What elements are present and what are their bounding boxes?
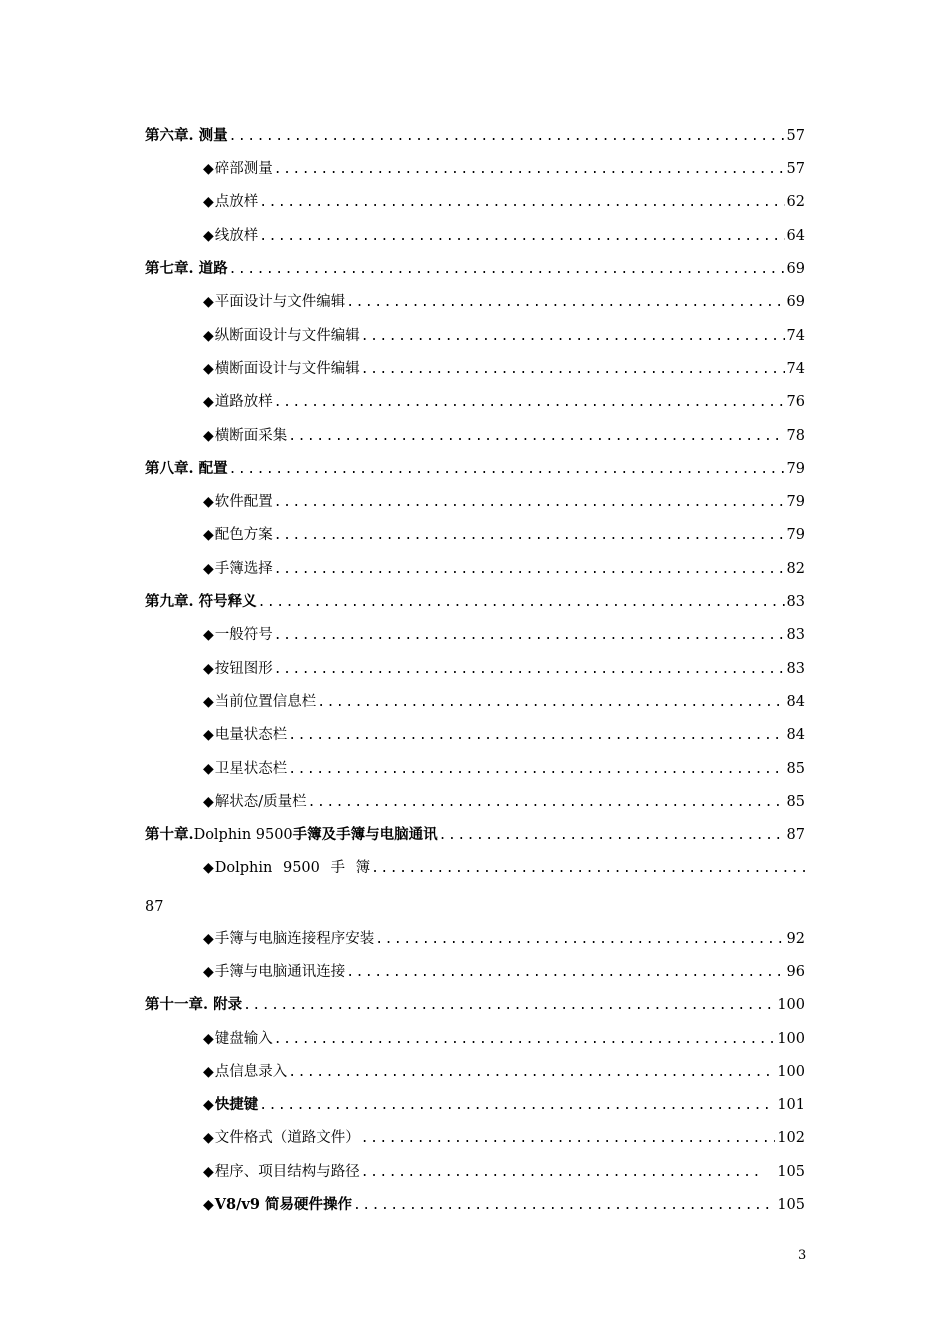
toc-page: 57 bbox=[786, 128, 805, 144]
dot-leader bbox=[361, 326, 785, 348]
dot-leader bbox=[274, 659, 785, 681]
toc-section[interactable] bbox=[203, 961, 805, 983]
toc-section[interactable] bbox=[203, 358, 805, 380]
toc-label: 第十一章. 附录 bbox=[145, 996, 243, 1013]
diamond-bullet-icon: ◆ bbox=[203, 328, 214, 344]
toc-section[interactable] bbox=[203, 1061, 805, 1083]
diamond-bullet-icon: ◆ bbox=[203, 627, 214, 643]
toc-section[interactable] bbox=[203, 1094, 805, 1116]
diamond-bullet-icon: ◆ bbox=[203, 494, 214, 510]
toc-section[interactable] bbox=[203, 291, 805, 313]
toc-label: 手簿选择 bbox=[214, 561, 273, 577]
diamond-bullet-icon: ◆ bbox=[203, 1164, 214, 1180]
dot-leader bbox=[274, 625, 785, 647]
page-number: 3 bbox=[798, 1248, 807, 1263]
dot-leader bbox=[274, 392, 785, 414]
diamond-bullet-icon: ◆ bbox=[203, 361, 214, 377]
toc-label: 按钮图形 bbox=[214, 661, 273, 677]
toc-page: 84 bbox=[786, 727, 805, 743]
toc-label: 点信息录入 bbox=[214, 1064, 288, 1080]
toc-label-title: 手簿及手簿与电脑通讯 bbox=[292, 826, 438, 843]
diamond-bullet-icon: ◆ bbox=[203, 1097, 214, 1113]
toc-label: 程序、项目结构与路径 bbox=[214, 1164, 360, 1180]
diamond-bullet-icon: ◆ bbox=[203, 931, 214, 947]
toc-page: 101 bbox=[777, 1097, 805, 1113]
toc-page: 105 bbox=[777, 1197, 805, 1213]
toc-chapter-6[interactable] bbox=[145, 125, 805, 147]
diamond-bullet-icon: ◆ bbox=[203, 860, 214, 876]
diamond-bullet-icon: ◆ bbox=[203, 794, 214, 810]
dot-leader bbox=[346, 962, 784, 984]
dot-leader bbox=[274, 492, 785, 514]
dot-leader bbox=[259, 1095, 775, 1117]
toc-page: 79 bbox=[786, 494, 805, 510]
toc-page: 69 bbox=[786, 294, 805, 310]
toc-section[interactable] bbox=[203, 191, 805, 213]
diamond-bullet-icon: ◆ bbox=[203, 394, 214, 410]
diamond-bullet-icon: ◆ bbox=[203, 294, 214, 310]
toc-page: 105 bbox=[777, 1164, 805, 1180]
dot-leader bbox=[229, 259, 785, 281]
toc-page: 62 bbox=[786, 194, 805, 210]
toc-label: 平面设计与文件编辑 bbox=[214, 294, 346, 310]
toc-page: 87 bbox=[786, 827, 805, 843]
toc-page: 82 bbox=[786, 561, 805, 577]
toc-label: 软件配置 bbox=[214, 494, 273, 510]
diamond-bullet-icon: ◆ bbox=[203, 527, 214, 543]
toc-chapter-10[interactable] bbox=[145, 824, 805, 846]
toc-page: 69 bbox=[786, 261, 805, 277]
toc-page: 64 bbox=[786, 228, 805, 244]
dot-leader bbox=[258, 592, 785, 614]
toc-page-wrapped: 87 bbox=[145, 899, 164, 915]
toc-section[interactable] bbox=[203, 791, 805, 813]
diamond-bullet-icon: ◆ bbox=[203, 1130, 214, 1146]
diamond-bullet-icon: ◆ bbox=[203, 1064, 214, 1080]
toc-page: 79 bbox=[786, 527, 805, 543]
dot-leader bbox=[361, 1162, 760, 1184]
toc-section[interactable] bbox=[203, 1161, 805, 1183]
dot-leader bbox=[375, 929, 784, 951]
toc-label: 线放样 bbox=[214, 228, 259, 244]
toc-section-wrapped[interactable] bbox=[203, 857, 813, 879]
dot-leader bbox=[288, 725, 784, 747]
diamond-bullet-icon: ◆ bbox=[203, 727, 214, 743]
toc-chapter-11[interactable] bbox=[145, 994, 805, 1016]
toc-section[interactable] bbox=[203, 658, 805, 680]
toc-section[interactable] bbox=[203, 624, 805, 646]
diamond-bullet-icon: ◆ bbox=[203, 228, 214, 244]
diamond-bullet-icon: ◆ bbox=[203, 561, 214, 577]
dot-leader bbox=[274, 525, 785, 547]
toc-label: Dolphin 9500 手 簿 bbox=[214, 860, 371, 876]
toc-label: V8/v9 简易硬件操作 bbox=[214, 1196, 352, 1213]
toc-section[interactable] bbox=[203, 491, 805, 513]
toc-label: 手簿与电脑通讯连接 bbox=[214, 964, 346, 980]
toc-label: 碎部测量 bbox=[214, 161, 273, 177]
toc-label: 一般符号 bbox=[214, 627, 273, 643]
dot-leader bbox=[288, 426, 784, 448]
toc-page: 83 bbox=[786, 661, 805, 677]
toc-section[interactable] bbox=[203, 928, 805, 950]
toc-label: 解状态/质量栏 bbox=[214, 794, 307, 810]
dot-leader bbox=[361, 1128, 776, 1150]
diamond-bullet-icon: ◆ bbox=[203, 1031, 214, 1047]
toc-section[interactable] bbox=[203, 1028, 805, 1050]
dot-leader bbox=[288, 759, 784, 781]
toc-chapter-7[interactable] bbox=[145, 258, 805, 280]
toc-section[interactable] bbox=[203, 425, 805, 447]
toc-page: 100 bbox=[777, 1064, 805, 1080]
toc-label: 键盘输入 bbox=[214, 1031, 273, 1047]
toc-page: 85 bbox=[786, 761, 805, 777]
toc-label: 点放样 bbox=[214, 194, 259, 210]
toc-page: 76 bbox=[786, 394, 805, 410]
toc-section[interactable] bbox=[203, 724, 805, 746]
diamond-bullet-icon: ◆ bbox=[203, 694, 214, 710]
toc-label: 横断面采集 bbox=[214, 428, 288, 444]
dot-leader bbox=[353, 1195, 775, 1217]
toc-page: 85 bbox=[786, 794, 805, 810]
toc-label: 快捷键 bbox=[214, 1096, 259, 1113]
toc-page: 57 bbox=[786, 161, 805, 177]
toc-label: 第六章. 测量 bbox=[145, 127, 228, 144]
diamond-bullet-icon: ◆ bbox=[203, 428, 214, 444]
toc-section[interactable] bbox=[203, 691, 805, 713]
dot-leader bbox=[439, 825, 785, 847]
dot-leader bbox=[361, 359, 785, 381]
toc-section[interactable] bbox=[203, 758, 805, 780]
toc-section[interactable] bbox=[203, 391, 805, 413]
toc-page: 96 bbox=[786, 964, 805, 980]
toc-page: 74 bbox=[786, 361, 805, 377]
toc-page: 79 bbox=[786, 461, 805, 477]
toc-label: 第七章. 道路 bbox=[145, 260, 228, 277]
toc-label: 文件格式（道路文件） bbox=[214, 1130, 360, 1146]
dot-leader bbox=[274, 159, 785, 181]
toc-section[interactable] bbox=[203, 225, 805, 247]
toc-page: 92 bbox=[786, 931, 805, 947]
toc-page: 74 bbox=[786, 328, 805, 344]
diamond-bullet-icon: ◆ bbox=[203, 661, 214, 677]
toc-label: 纵断面设计与文件编辑 bbox=[214, 328, 360, 344]
toc-label: 横断面设计与文件编辑 bbox=[214, 361, 360, 377]
toc-label: 手簿与电脑连接程序安装 bbox=[214, 931, 375, 947]
toc-section[interactable] bbox=[203, 1127, 805, 1149]
diamond-bullet-icon: ◆ bbox=[203, 964, 214, 980]
toc-section[interactable] bbox=[203, 524, 805, 546]
dot-leader bbox=[308, 792, 785, 814]
dot-leader bbox=[259, 226, 784, 248]
dot-leader bbox=[371, 858, 811, 880]
dot-leader bbox=[317, 692, 784, 714]
toc-section[interactable] bbox=[203, 558, 805, 580]
toc-label: 道路放样 bbox=[214, 394, 273, 410]
toc-page: 84 bbox=[786, 694, 805, 710]
dot-leader bbox=[274, 1029, 776, 1051]
toc-section[interactable] bbox=[203, 325, 805, 347]
toc-section[interactable] bbox=[203, 1194, 805, 1216]
toc-label: 电量状态栏 bbox=[214, 727, 288, 743]
toc-label: 第八章. 配置 bbox=[145, 460, 228, 477]
dot-leader bbox=[259, 192, 784, 214]
toc-label: 配色方案 bbox=[214, 527, 273, 543]
diamond-bullet-icon: ◆ bbox=[203, 161, 214, 177]
toc-chapter-8[interactable] bbox=[145, 458, 805, 480]
diamond-bullet-icon: ◆ bbox=[203, 194, 214, 210]
toc-page: 78 bbox=[786, 428, 805, 444]
toc-page: 100 bbox=[777, 997, 805, 1013]
toc-section[interactable] bbox=[203, 158, 805, 180]
toc-page: 102 bbox=[777, 1130, 805, 1146]
toc-label-prefix: 第十章. bbox=[145, 826, 194, 843]
toc-label: 第九章. 符号释义 bbox=[145, 593, 257, 610]
toc-label-model: Dolphin 9500 bbox=[193, 827, 293, 843]
toc-page: 83 bbox=[786, 594, 805, 610]
toc-label: 当前位置信息栏 bbox=[214, 694, 317, 710]
dot-leader bbox=[229, 459, 785, 481]
diamond-bullet-icon: ◆ bbox=[203, 761, 214, 777]
diamond-bullet-icon: ◆ bbox=[203, 1197, 214, 1213]
toc-page: 100 bbox=[777, 1031, 805, 1047]
dot-leader bbox=[274, 559, 785, 581]
dot-leader bbox=[229, 126, 785, 148]
dot-leader bbox=[288, 1062, 775, 1084]
toc-page: 83 bbox=[786, 627, 805, 643]
toc-chapter-9[interactable] bbox=[145, 591, 805, 613]
dot-leader bbox=[243, 995, 775, 1017]
toc-label: 卫星状态栏 bbox=[214, 761, 288, 777]
dot-leader bbox=[346, 292, 784, 314]
